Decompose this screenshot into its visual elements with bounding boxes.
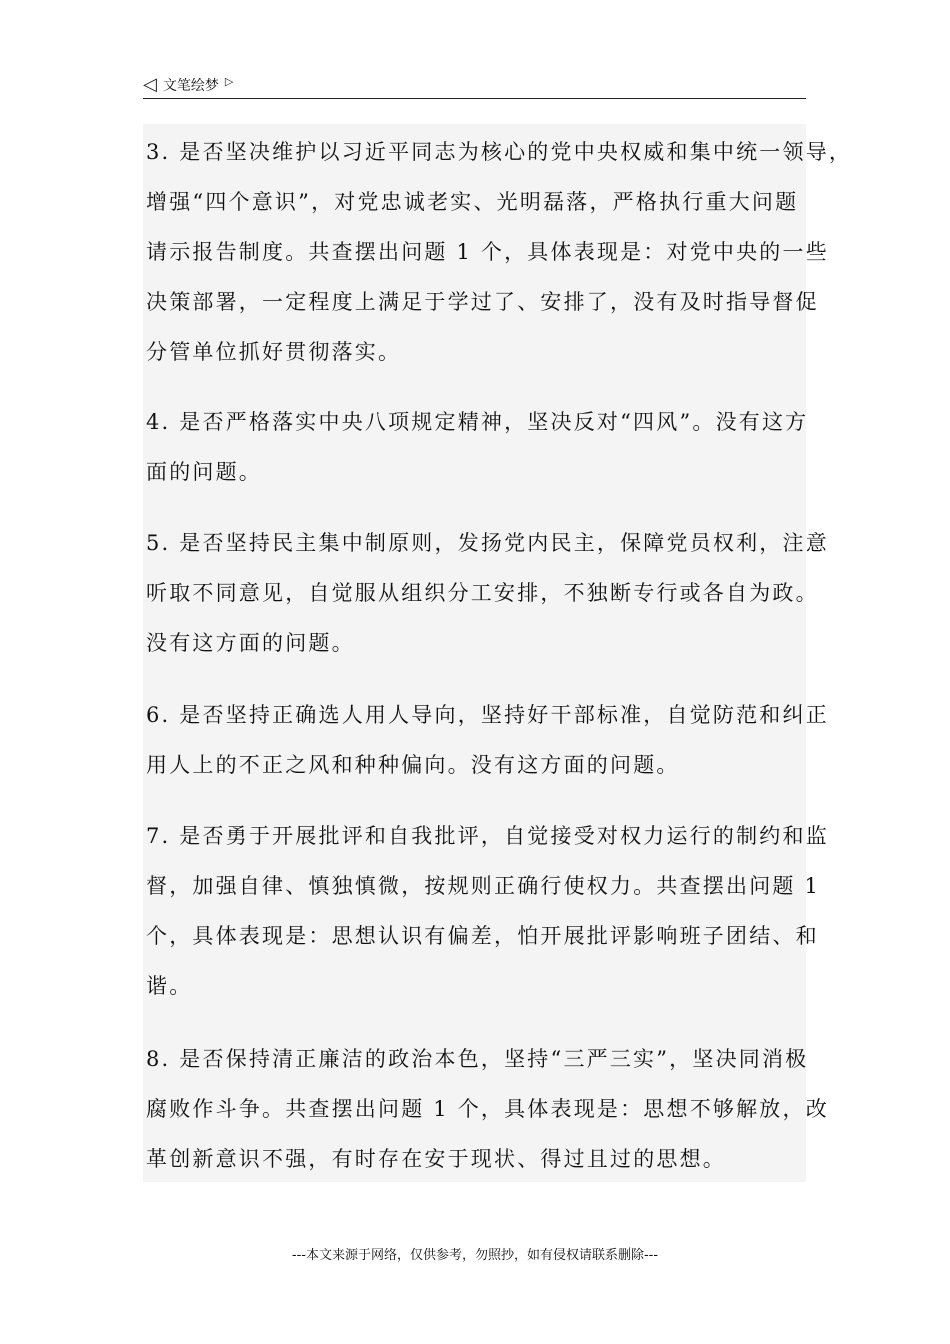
header-title: 文笔绘梦 xyxy=(162,78,219,94)
page-header xyxy=(143,72,806,99)
triangle-right-icon: ▷ xyxy=(224,74,234,88)
text-line: 谐。 xyxy=(146,974,193,998)
text-line: 听取不同意见，自觉服从组织分工安排，不独断专行或各自为政。 xyxy=(146,581,819,605)
text-line: 6. 是否坚持正确选人用人导向，坚持好干部标准，自觉防范和纠正 xyxy=(146,703,829,727)
text-line: 7. 是否勇于开展批评和自我批评，自觉接受对权力运行的制约和监 xyxy=(146,824,829,848)
paragraph-item-3 xyxy=(146,127,853,377)
paragraph-item-6 xyxy=(146,690,829,790)
text-line: 腐败作斗争。共查摆出问题 1 个，具体表现是：思想不够解放，改 xyxy=(146,1097,829,1121)
text-line: 8. 是否保持清正廉洁的政治本色，坚持“三严三实”，坚决同消极 xyxy=(146,1047,809,1071)
text-line: 5. 是否坚持民主集中制原则，发扬党内民主，保障党员权利，注意 xyxy=(146,531,829,555)
text-line: 请示报告制度。共查摆出问题 1 个，具体表现是：对党中央的一些 xyxy=(146,240,829,264)
text-line: 分管单位抓好贯彻落实。 xyxy=(146,340,402,364)
text-line: 3. 是否坚决维护以习近平同志为核心的党中央权威和集中统一领导， xyxy=(146,140,853,164)
paragraph-item-8 xyxy=(146,1034,829,1184)
paragraph-item-4 xyxy=(146,397,809,497)
text-line: 4. 是否严格落实中央八项规定精神，坚决反对“四风”。没有这方 xyxy=(146,410,809,434)
page-footer: ---本文来源于网络，仅供参考，勿照抄，如有侵权请联系删除--- xyxy=(291,1248,659,1263)
document-body xyxy=(143,124,853,1182)
text-line: 革创新意识不强，有时存在安于现状、得过且过的思想。 xyxy=(146,1147,726,1171)
text-line: 用人上的不正之风和种种偏向。没有这方面的问题。 xyxy=(146,753,680,777)
text-line: 增强“四个意识”，对党忠诚老实、光明磊落，严格执行重大问题 xyxy=(146,190,799,214)
triangle-left-icon: ◁ xyxy=(143,74,157,95)
text-line: 督，加强自律、慎独慎微，按规则正确行使权力。共查摆出问题 1 xyxy=(146,874,821,898)
text-line: 决策部署，一定程度上满足于学过了、安排了，没有及时指导督促 xyxy=(146,290,819,314)
text-line: 面的问题。 xyxy=(146,460,262,484)
text-line: 没有这方面的问题。 xyxy=(146,631,355,655)
paragraph-item-5 xyxy=(146,518,829,668)
paragraph-item-7 xyxy=(146,811,829,1011)
text-line: 个，具体表现是：思想认识有偏差，怕开展批评影响班子团结、和 xyxy=(146,924,819,948)
